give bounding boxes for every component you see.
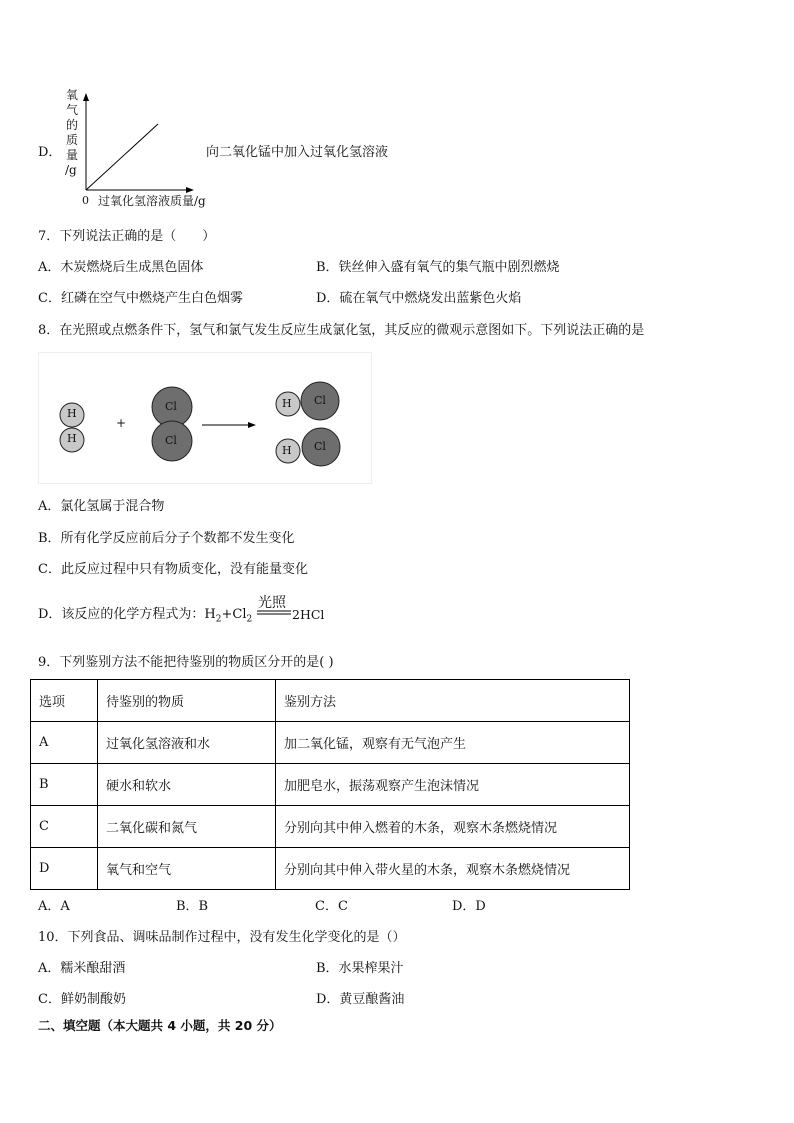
table-cell: 过氧化氢溶液和水 (98, 722, 276, 764)
table-header-row (31, 680, 630, 722)
q7-option-b: B．铁丝伸入盛有氧气的集气瓶中剧烈燃烧 (316, 260, 560, 275)
q9-table (30, 679, 630, 890)
q10-option-c: C．鲜奶制酸奶 (38, 992, 126, 1007)
q8-option-c: C．此反应过程中只有物质变化，没有能量变化 (38, 562, 308, 577)
oxygen-mass-graph (60, 88, 210, 213)
section-title: 二、填空题（本大题共 4 小题，共 20 分） (38, 1018, 282, 1033)
q10-stem: 10．下列食品、调味品制作过程中，没有发生化学变化的是（） (38, 930, 406, 945)
q8-option-d-prefix: D．该反应的化学方程式为：H (38, 607, 216, 622)
cl-atom-label: Cl (165, 400, 177, 413)
q8-option-b: B．所有化学反应前后分子个数都不发生变化 (38, 531, 295, 546)
table-header: 鉴别方法 (276, 680, 630, 722)
q8-option-d-mid: +Cl (221, 607, 247, 622)
q9-answer-a: A．A (38, 899, 70, 914)
table-cell: 二氧化碳和氮气 (98, 806, 276, 848)
q7-option-a: A．木炭燃烧后生成黑色固体 (38, 260, 204, 275)
h-atom-label: H (282, 444, 292, 457)
equals-sign (257, 610, 291, 616)
q10-option-a: A．糯米酿甜酒 (38, 961, 126, 976)
table-cell: A (31, 722, 98, 764)
y-axis-char: /g (65, 163, 77, 177)
q6-option-d-letter: D． (38, 145, 62, 160)
table-cell: 硬水和软水 (98, 764, 276, 806)
y-axis-char: 质 (66, 133, 79, 147)
h-atom-label: H (67, 432, 77, 445)
origin-label: 0 (82, 194, 89, 207)
y-axis-char: 量 (66, 148, 79, 162)
q9-answer-b: B．B (176, 899, 209, 914)
table-header: 选项 (31, 680, 98, 722)
cl-atom-label: Cl (165, 434, 177, 447)
q7-option-d: D．硫在氧气中燃烧发出蓝紫色火焰 (316, 291, 522, 306)
h-atom-label: H (67, 407, 77, 420)
q10-option-d: D．黄豆酿酱油 (316, 992, 405, 1007)
table-row (31, 848, 630, 890)
y-axis-char: 的 (66, 118, 79, 132)
q8-option-a: A．氯化氢属于混合物 (38, 499, 165, 514)
plus-sign: + (116, 416, 127, 430)
reaction-condition: 光照 (258, 595, 286, 611)
q7-stem: 7．下列说法正确的是（ ） (38, 229, 216, 244)
q8-sub: 2 (215, 614, 222, 625)
h-atom-label: H (282, 397, 292, 410)
q7-option-c: C．红磷在空气中燃烧产生白色烟雾 (38, 291, 243, 306)
q8-sub: 2 (246, 614, 253, 625)
table-cell: 分别向其中伸入燃着的木条，观察木条燃烧情况 (276, 806, 630, 848)
x-axis-label: 过氧化氢溶液质量/g (98, 194, 206, 208)
cl-atom-label: Cl (314, 394, 326, 407)
table-cell: 加二氧化锰，观察有无气泡产生 (276, 722, 630, 764)
cl-atom-label: Cl (314, 440, 326, 453)
table-header: 待鉴别的物质 (98, 680, 276, 722)
y-axis-char: 氧 (66, 88, 79, 102)
table-cell: 分别向其中伸入带火星的木条，观察木条燃烧情况 (276, 848, 630, 890)
table-row (31, 722, 630, 764)
table-cell: C (31, 806, 98, 848)
q9-stem: 9．下列鉴别方法不能把待鉴别的物质区分开的是( ) (38, 655, 334, 670)
reaction-diagram (38, 352, 372, 484)
q9-answer-d: D．D (452, 899, 486, 914)
y-axis-char: 气 (66, 103, 79, 117)
reaction-product: 2HCl (292, 607, 325, 622)
table-cell: B (31, 764, 98, 806)
q6-option-d-caption: 向二氧化锰中加入过氧化氢溶液 (206, 145, 389, 160)
q8-stem: 8．在光照或点燃条件下，氢气和氯气发生反应生成氯化氢，其反应的微观示意图如下。下列说法正确的是 (38, 323, 645, 338)
q8-option-d (38, 606, 252, 629)
table-cell: 加肥皂水，振荡观察产生泡沫情况 (276, 764, 630, 806)
series-line (86, 124, 158, 190)
q9-answer-c: C．C (315, 899, 348, 914)
q10-option-b: B．水果榨果汁 (316, 961, 404, 976)
table-row (31, 764, 630, 806)
table-cell: 氧气和空气 (98, 848, 276, 890)
table-row (31, 806, 630, 848)
table-cell: D (31, 848, 98, 890)
